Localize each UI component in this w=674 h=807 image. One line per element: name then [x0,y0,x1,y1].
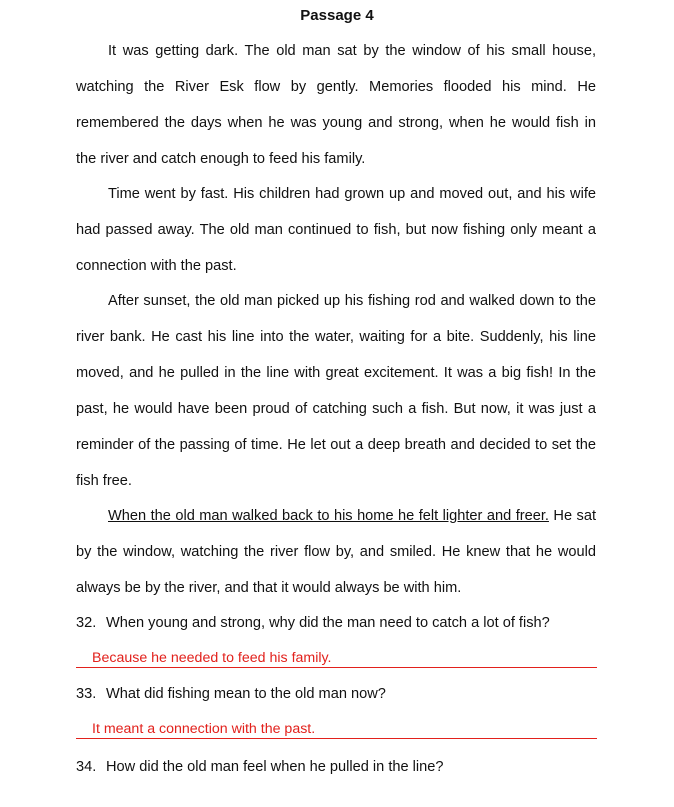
passage-paragraph-3: After sunset, the old man picked up his fishing rod and walked down to the river bank. He cast his line into the water, waiting for a bite. Suddenly, his line moved, and he pulled in the line with great excitement. It was a big fish! In the past, he would have been proud of catching such a fish. But now, it was just a reminder of the passing of time. He let out a deep breath and decided to set the fish free. [76,293,596,489]
question-text: How did the old man feel when he pulled in the line? [106,759,444,775]
passage-title: Passage 4 [300,7,374,24]
passage-paragraph-2: Time went by fast. His children had grown up and moved out, and his wife had passed away. The old man continued to fish, but now fishing only meant a connection with the past. [76,186,596,274]
question-text: When young and strong, why did the man need to catch a lot of fish? [106,615,550,631]
question-34 [76,756,606,778]
question-text: What did fishing mean to the old man now? [106,686,386,702]
question-number: 34. [76,759,97,775]
underlined-sentence: When the old man walked back to his home he felt lighter and freer. [108,508,549,524]
question-number: 33. [76,686,97,702]
question-33 [76,683,606,705]
passage-paragraph-1: It was getting dark. The old man sat by the window of his small house, watching the River Esk flow by gently. Memories flooded his mind. He remembered the days when he was young and strong, when he would fish in the river and catch enough to feed his family. [76,43,596,167]
answer-line-32[interactable]: Because he needed to feed his family. [76,648,597,668]
passage-paragraph-4 [76,498,596,606]
answer-line-33[interactable]: It meant a connection with the past. [76,719,597,739]
question-32 [76,612,606,634]
paragraph-4-rest: He sat by the window, watching the river flow by, and smiled. He knew that he would always be by the river, and that it would always be with him. [76,508,597,596]
question-number: 32. [76,615,97,631]
